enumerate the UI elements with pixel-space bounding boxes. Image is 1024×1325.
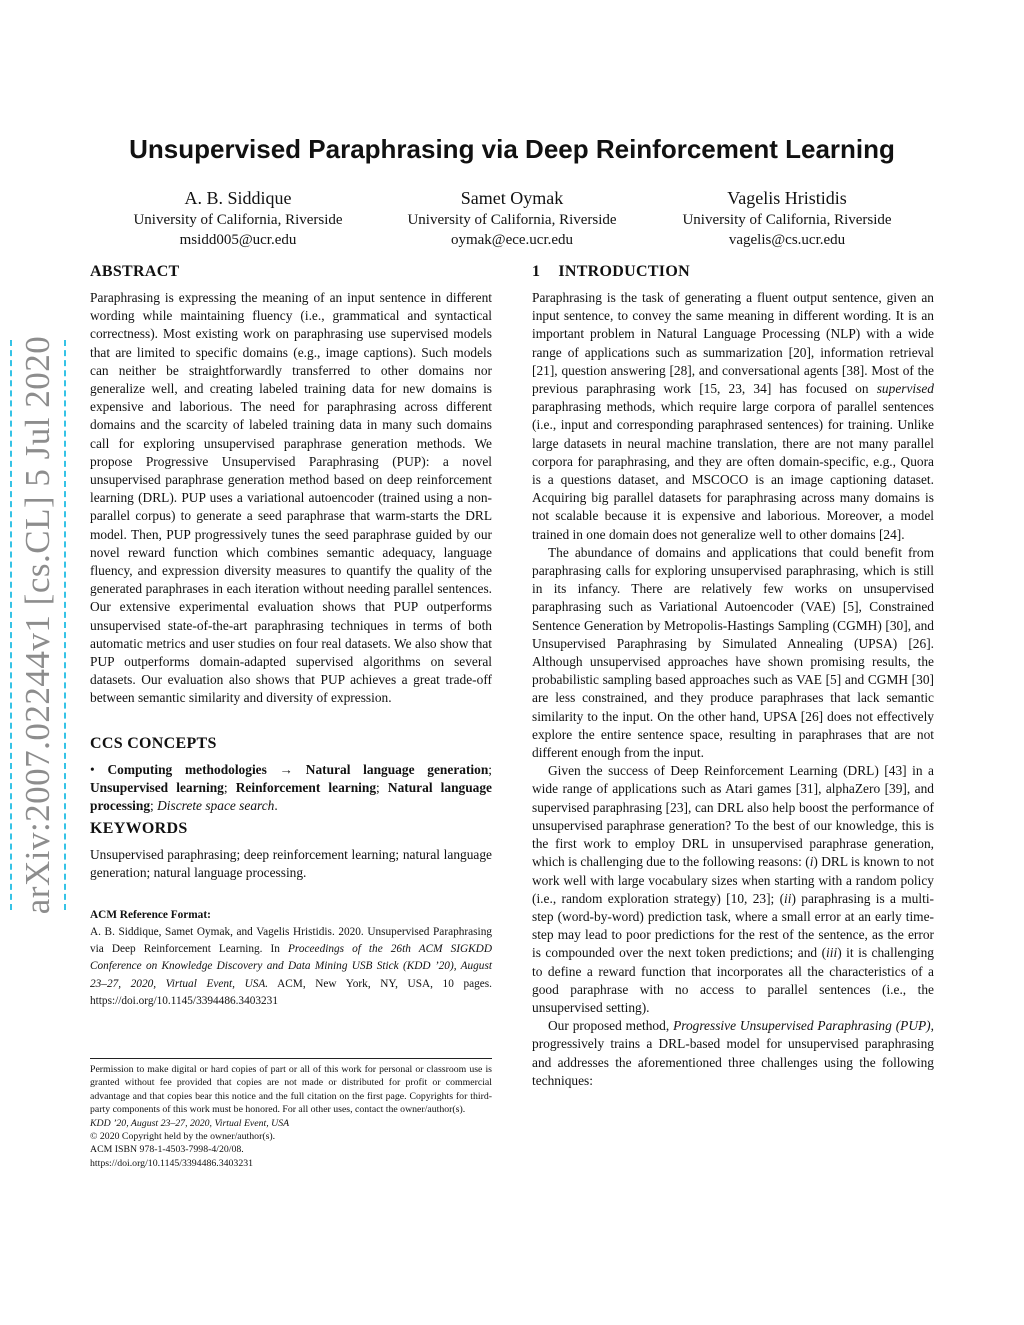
abstract-heading: ABSTRACT: [90, 263, 180, 280]
author-name: A. B. Siddique: [184, 188, 292, 208]
keywords-text: Unsupervised paraphrasing; deep reinforcement learning; natural language generation; natural language processing.: [90, 847, 492, 881]
author-affiliation: University of California, Riverside: [133, 212, 343, 228]
permission-text: Permission to make digital or hard copies of part or all of this work for personal or classroom use is granted without fee provided that copies are not made or distributed for profit or commercial advantage and that copies bear this notice and the full citation on the first page. Copyrights for third-party components of this work must be honored. For all other uses, contact the owner/author(s).: [90, 1064, 492, 1116]
permission-footnote: [90, 1058, 492, 1170]
arxiv-stamp: [10, 335, 66, 915]
keywords-heading: KEYWORDS: [90, 820, 188, 838]
ccs-concepts-section: [90, 734, 492, 816]
acm-reference-heading: ACM Reference Format:: [90, 908, 211, 921]
intro-paragraph: Paraphrasing is the task of generating a fluent output sentence, given an input sentence, to convey the same meaning in different wording. It is an important problem in Natural Language Processing (NLP) with a wide range of applications such as summarization [20], information retrieval [21], question answering [28], and conversational agents [38]. Most of the previous paraphrasing work [15, 23, 34] has focused on supervised paraphrasing methods, which require large corpora of parallel sentences (i.e., input and corresponding paraphrased sentences) for training. Unlike large datasets in neural machine translation, there are not many parallel corpora for paraphrasing, and they are often domain-specific, e.g., Quora is a questions dataset, and MSCOCO is an image captioning dataset. Acquiring big parallel datasets for paraphrasing across many domains is not scalable because it is expensive and laborious. Moreover, a model trained in one domain does not generalize well to other domains [24].: [532, 290, 934, 542]
author-block: [382, 186, 642, 250]
author-email: vagelis@cs.ucr.edu: [728, 232, 846, 248]
abstract-text: Paraphrasing is expressing the meaning of an input sentence in different wording while maintaining fluency (i.e., grammatical and syntactical correctness). Most existing work on paraphrasing use supervised models that are limited to specific domains (e.g., image captions). Such models can neither be straightforwardly transferred to other domains nor generalize well, and creating labeled training data for new domains is expensive and laborious. The need for paraphrasing across different domains and the scarcity of labeled training data in many such domains call for exploring unsupervised paraphrase generation methods. We propose Progressive Unsupervised Paraphrasing (PUP): a novel unsupervised paraphrase generation method based on deep reinforcement learning (DRL). PUP uses a variational autoencoder (trained using a non-parallel corpus) to generate a seed paraphrase that warm-starts the DRL model. Then, PUP progressively tunes the seed paraphrase guided by our novel reward function which combines semantic adequacy, language fluency, and expression diversity measures to quantify the quality of the generated paraphrases in each iteration without needing parallel sentences. Our extensive experimental evaluation shows that PUP outperforms unsupervised state-of-the-art paraphrasing techniques in terms of both automatic metrics and user studies on four real datasets. We also show that PUP outperforms domain-adapted supervised algorithms on several datasets. Our evaluation also shows that PUP achieves a great trade-off between semantic similarity and diversity of expression.: [90, 290, 492, 706]
ccs-text: • Computing methodologies → Natural language generation; Unsupervised learning; Reinforcement learning; Natural language processing; Discrete space search.: [90, 761, 493, 814]
author-affiliation: University of California, Riverside: [407, 212, 617, 228]
left-column: [90, 262, 492, 1010]
author-email: oymak@ece.ucr.edu: [450, 232, 574, 248]
intro-paragraph: Our proposed method, Progressive Unsupervised Paraphrasing (PUP), progressively trains a DRL-based model for unsupervised paraphrasing and addresses the aforementioned three challenges using the following techniques:: [532, 1018, 934, 1088]
copyright-line: © 2020 Copyright held by the owner/author(s).: [90, 1131, 276, 1143]
paper-title: Unsupervised Paraphrasing via Deep Reinforcement Learning: [129, 134, 895, 164]
doi-line: https://doi.org/10.1145/3394486.3403231: [90, 1157, 254, 1169]
conference-line: KDD ’20, August 23–27, 2020, Virtual Event, USA: [90, 1117, 290, 1129]
author-block: [108, 186, 368, 250]
author-email: msidd005@ucr.edu: [179, 232, 297, 248]
author-affiliation: University of California, Riverside: [682, 212, 892, 228]
isbn-line: ACM ISBN 978-1-4503-7998-4/20/08.: [90, 1144, 244, 1156]
author-name: Samet Oymak: [460, 188, 564, 208]
intro-paragraph: Given the success of Deep Reinforcement Learning (DRL) [43] in a wide range of applications such as Atari games [31], alphaZero [39], and supervised paraphrasing [23], can DRL also help boost the performance of unsupervised paraphrase generation? To the best of our knowledge, this is the first work to employ DRL in unsupervised paraphrase generation, which is challenging due to the following reasons: (i) DRL is known to not work well with large vocabulary sizes when starting with a random policy (i.e., random exploration strategy) [10, 23]; (ii) paraphrasing is a multi-step (word-by-word) prediction task, where a small error at an early time-step may lead to poor predictions for the rest of the sentence, as the error is compounded over the next token predictions; and (iii) it is challenging to define a reward function that incorporates all the characteristics of a good paraphrase with no access to parallel sentences (i.e., the unsupervised setting).: [532, 763, 935, 1015]
acm-reference-text: A. B. Siddique, Samet Oymak, and Vagelis Hristidis. 2020. Unsupervised Paraphrasing via Deep Reinforcement Learning. In Proceedings of the 26th ACM SIGKDD Conference on Knowledge Discovery and Data Mining USB Stick (KDD ’20), August 23–27, 2020, Virtual Event, USA. ACM, New York, NY, USA, 10 pages. https://doi.org/10.1145/3394486.3403231: [90, 925, 492, 1007]
introduction-heading: 1 INTRODUCTION: [532, 263, 690, 280]
right-column: [532, 262, 934, 1090]
arxiv-identifier: arXiv:2007.02244v1 [cs.CL] 5 Jul 2020: [18, 335, 58, 915]
intro-paragraph: The abundance of domains and applications that could benefit from paraphrasing calls for exploring unsupervised paraphrasing, which is still in its infancy. There are relatively few works on unsupervised paraphrasing such as Variational Autoencoder (VAE) [5], Constrained Sentence Generation by Metropolis-Hastings Sampling (CGMH) [30], and Unsupervised Paraphrasing by Simulated Annealing (UPSA) [26]. Although unsupervised approaches have shown promising results, the probabilistic sampling based approaches such as VAE [5] and CGMH [30] are less constrained, and they produce paraphrases that lack semantic similarity to the input. On the other hand, UPSA [26] does not effectively explore the entire sentence space, resulting in paraphrases that are not different enough from the input.: [532, 544, 934, 761]
keywords-section: [90, 819, 492, 882]
author-name: Vagelis Hristidis: [727, 188, 847, 208]
author-block: [657, 186, 917, 250]
ccs-heading: CCS CONCEPTS: [90, 734, 217, 752]
acm-reference-format: [90, 907, 492, 1010]
